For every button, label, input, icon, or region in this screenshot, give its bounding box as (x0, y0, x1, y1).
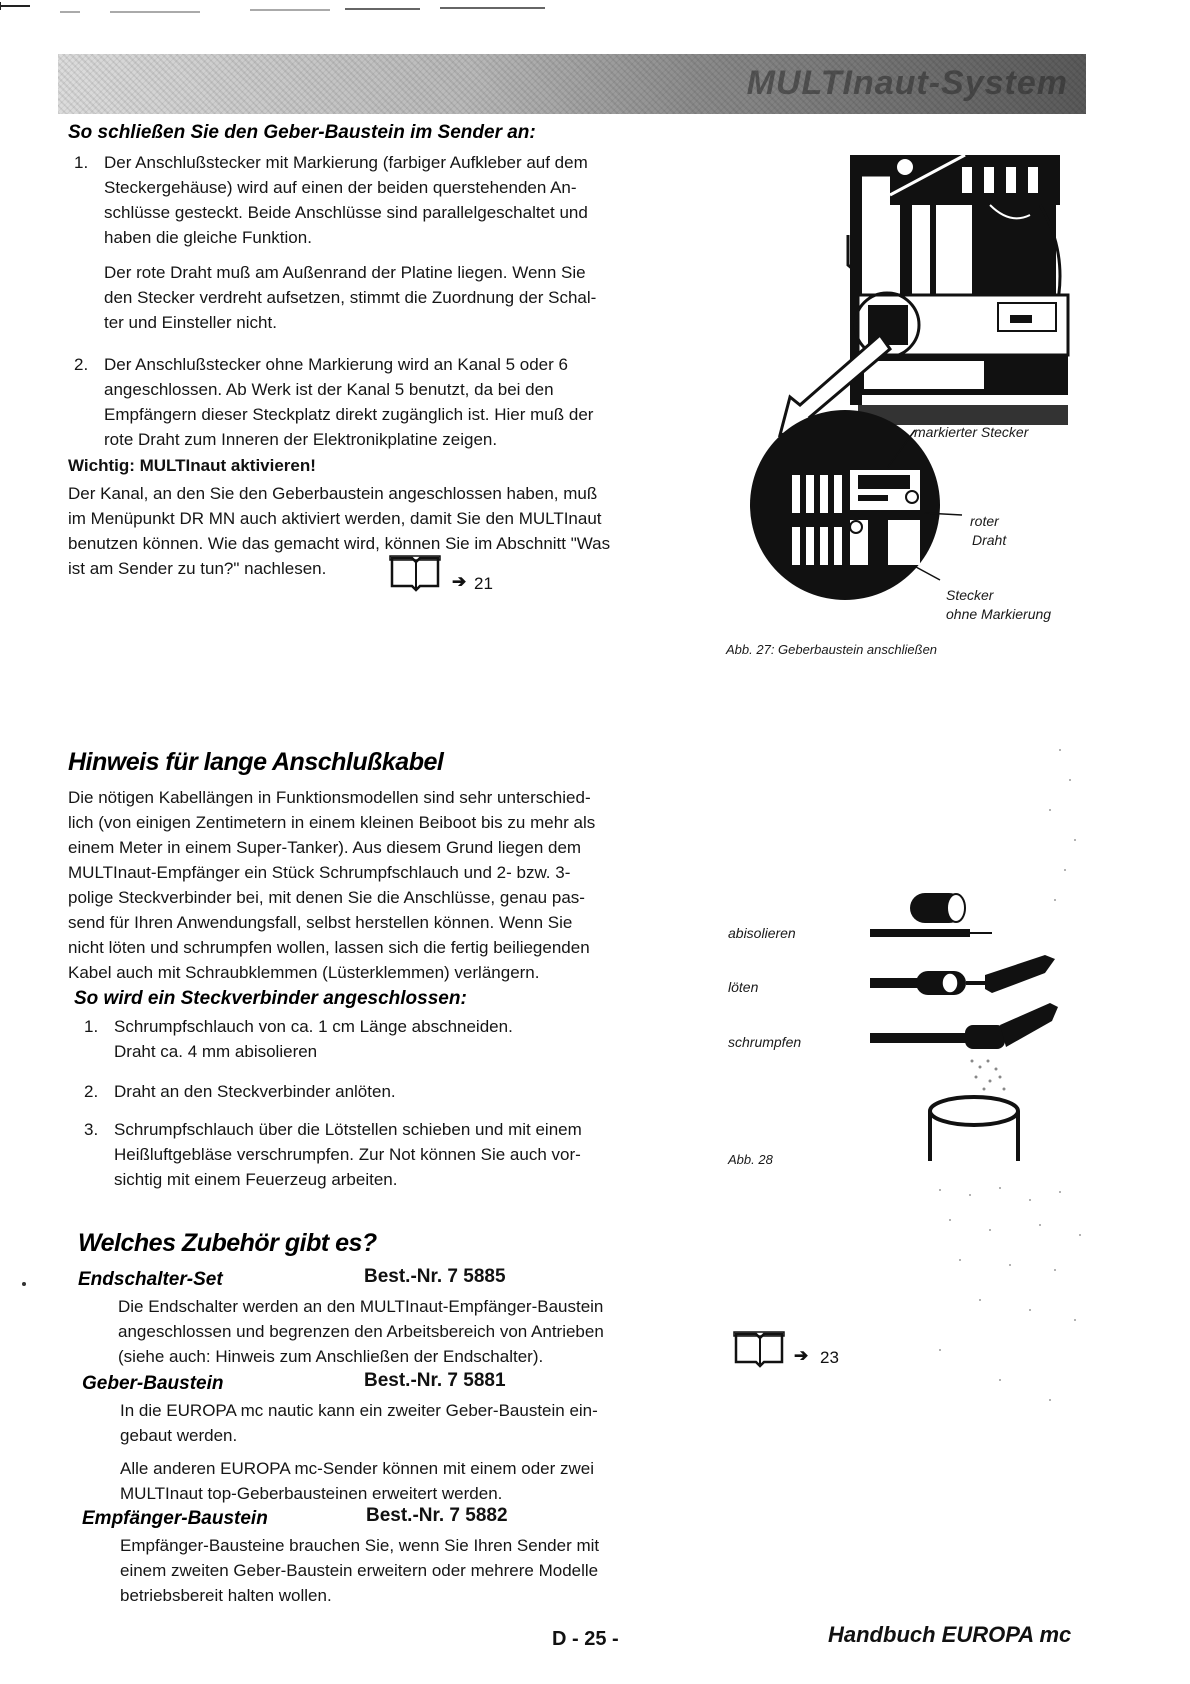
wichtig-line: benutzen können. Wie das gemacht wird, können Sie im Abschnitt "Was (68, 534, 611, 553)
step-text (114, 1117, 582, 1192)
step-line: Draht ca. 4 mm abisolieren (114, 1042, 318, 1061)
scan-dot (22, 1282, 26, 1286)
wichtig-line: ist am Sender zu tun?" nachlesen. (68, 559, 327, 578)
figure27-label-markierter-stecker: markierter Stecker (914, 424, 1029, 440)
header-title: MULTInaut-System (746, 64, 1068, 102)
wichtig-title: Wichtig: MULTInaut aktivieren! (68, 456, 316, 475)
item1-note-line: ter und Einsteller nicht. (104, 313, 277, 332)
accessory-line: Die Endschalter werden an den MULTInaut-Empfänger-Baustein (118, 1297, 604, 1316)
accessory-name-endschalter: Endschalter-Set (78, 1269, 223, 1290)
section2-text (68, 785, 708, 985)
step-text (114, 1079, 396, 1104)
step-line: Schrumpfschlauch über die Lötstellen schieben und mit einem (114, 1120, 582, 1139)
figure28-label-loeten: löten (728, 979, 759, 995)
item1-line: haben die gleiche Funktion. (104, 228, 312, 247)
step-line: Draht an den Steckverbinder anlöten. (114, 1082, 396, 1101)
section3-title: Welches Zubehör gibt es? (78, 1229, 377, 1257)
item2-line: angeschlossen. Ab Werk ist der Kanal 5 benutzt, da bei den (104, 380, 554, 399)
item2-line: rote Draht zum Inneren der Elektronikplatine zeigen. (104, 430, 498, 449)
item2-text (104, 352, 593, 452)
figure27-label-roter: roter (970, 513, 999, 529)
section2-line: Kabel auch mit Schraubklemmen (Lüsterklemmen) verlängern. (68, 963, 540, 982)
accessory-line: Alle anderen EUROPA mc-Sender können mit einem oder zwei (120, 1459, 595, 1478)
accessory-best-endschalter: Best.-Nr. 7 5885 (364, 1266, 506, 1287)
section2-line: MULTInaut-Empfänger ein Stück Schrumpfschlauch und 2- bzw. 3- (68, 863, 571, 882)
item1-note-line: Der rote Draht muß am Außenrand der Platine liegen. Wenn Sie (104, 263, 586, 282)
item1-line: Der Anschlußstecker mit Markierung (farbiger Aufkleber auf dem (104, 153, 588, 172)
accessory-best-geber: Best.-Nr. 7 5881 (364, 1370, 506, 1391)
step-number: 2. (84, 1082, 99, 1101)
section2-line: Die nötigen Kabellängen in Funktionsmodellen sind sehr unterschied- (68, 788, 591, 807)
item2-number: 2. (74, 355, 89, 374)
figure27-caption: Abb. 27: Geberbaustein anschließen (726, 642, 938, 657)
accessory-line: betriebsbereit halten wollen. (120, 1586, 332, 1605)
accessory-line: angeschlossen und begrenzen den Arbeitsbereich von Antrieben (118, 1322, 604, 1341)
page-ref-23: 23 (820, 1348, 839, 1367)
item1-line: schlüsse gesteckt. Beide Anschlüsse sind parallelgeschaltet und (104, 203, 588, 222)
arrow-right-icon: ➔ (794, 1346, 809, 1365)
figure-27-illustration (740, 135, 1070, 650)
page-ref-21: 21 (474, 574, 493, 593)
accessory-name-empfaenger: Empfänger-Baustein (82, 1508, 268, 1529)
accessory-text-geber (120, 1398, 720, 1506)
section2-title: Hinweis für lange Anschlußkabel (68, 748, 444, 776)
accessory-line: Empfänger-Bausteine brauchen Sie, wenn Sie Ihren Sender mit (120, 1536, 600, 1555)
section1-subhead: So schließen Sie den Geber-Baustein im Sender an: (68, 122, 536, 143)
step-number: 1. (84, 1017, 99, 1036)
item1-text (104, 150, 596, 335)
step-line: sichtig mit einem Feuerzeug arbeiten. (114, 1170, 398, 1189)
figure28-caption: Abb. 28 (728, 1152, 773, 1167)
figure28-label-schrumpfen: schrumpfen (728, 1034, 802, 1050)
arrow-right-icon: ➔ (452, 572, 467, 591)
step-item (84, 1117, 704, 1197)
step-item (84, 1079, 704, 1109)
book-icon (732, 1328, 790, 1368)
figure28-label-abisolieren: abisolieren (728, 925, 796, 941)
step-text (114, 1014, 513, 1064)
scan-marks (0, 0, 560, 14)
accessory-name-geber: Geber-Baustein (82, 1373, 224, 1394)
steps-list (84, 1014, 704, 1197)
book-icon (388, 552, 446, 592)
figure27-label-draht: Draht (972, 532, 1007, 548)
section2-line: nicht löten und schrumpfen wollen, lassen sich die fertig beiliegenden (68, 938, 590, 957)
figure27-label-stecker: Stecker (946, 587, 994, 603)
section2-line: polige Steckverbinder bei, mit denen Sie die Anschlüsse, genau pas- (68, 888, 585, 907)
accessory-line: (siehe auch: Hinweis zum Anschließen der Endschalter). (118, 1347, 544, 1366)
item2-line: Der Anschlußstecker ohne Markierung wird an Kanal 5 oder 6 (104, 355, 568, 374)
section2-line: lich (von einigen Zentimetern in einem kleinen Beiboot bis zu mehr als (68, 813, 596, 832)
section2-line: einem Meter in einem Super-Tanker). Aus diesem Grund liegen dem (68, 838, 582, 857)
scan-noise (880, 740, 1100, 1440)
item2-line: Empfängern dieser Steckplatz direkt zugänglich ist. Hier muß der (104, 405, 594, 424)
wichtig-line: im Menüpunkt DR MN auch aktiviert werden, damit Sie den MULTInaut (68, 509, 602, 528)
item1-line: Steckergehäuse) wird auf einen der beiden querstehenden An- (104, 178, 577, 197)
step-item (84, 1014, 704, 1069)
footer-title: Handbuch EUROPA mc (828, 1622, 1072, 1647)
section2-line: send für Ihren Anwendungsfall, selbst herstellen können. Wenn Sie (68, 913, 573, 932)
item1-number: 1. (74, 153, 89, 172)
header-band (58, 54, 1086, 114)
section2-subhead: So wird ein Steckverbinder angeschlossen: (74, 988, 467, 1009)
accessory-line: MULTInaut top-Geberbausteinen erweitert werden. (120, 1484, 503, 1503)
page-number: D - 25 - (552, 1628, 619, 1650)
step-number: 3. (84, 1120, 99, 1139)
figure27-label-ohne-markierung: ohne Markierung (946, 606, 1052, 622)
accessory-best-empfaenger: Best.-Nr. 7 5882 (366, 1505, 508, 1526)
accessory-text-empfaenger (120, 1533, 720, 1608)
accessory-text-endschalter (118, 1294, 718, 1369)
accessory-line: einem zweiten Geber-Baustein erweitern oder mehrere Modelle (120, 1561, 599, 1580)
wichtig-line: Der Kanal, an den Sie den Geberbaustein angeschlossen haben, muß (68, 484, 598, 503)
accessory-line: gebaut werden. (120, 1426, 238, 1445)
accessory-line: In die EUROPA mc nautic kann ein zweiter Geber-Baustein ein- (120, 1401, 598, 1420)
step-line: Schrumpfschlauch von ca. 1 cm Länge abschneiden. (114, 1017, 513, 1036)
step-line: Heißluftgebläse verschrumpfen. Zur Not können Sie auch vor- (114, 1145, 581, 1164)
item1-note-line: den Stecker verdreht aufsetzen, stimmt die Zuordnung der Schal- (104, 288, 597, 307)
